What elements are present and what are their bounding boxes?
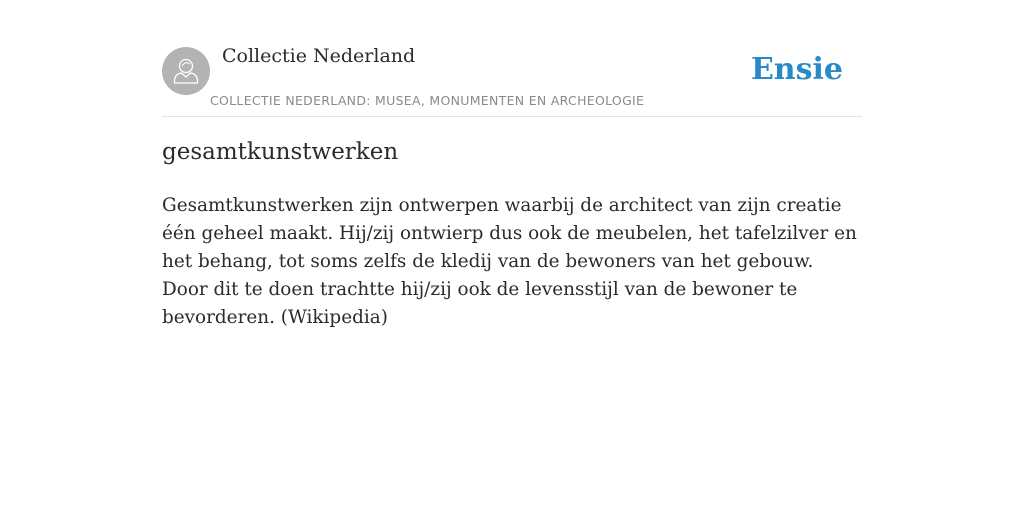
page	[162, 0, 862, 328]
entry-definition: Gesamtkunstwerken zijn ontwerpen waarbij de architect van zijn creatie één geheel maakt. Hij/zij ontwierp dus ook de meubelen, het tafelzilver en het behang, tot soms zelfs de kledij van de bewoners van het gebouw. Door dit te doen trachtte hij/zij ook de levensstijl van de bewoner te bevorderen. (Wikipedia)	[162, 195, 857, 328]
ensie-logo-link[interactable]: Ensie	[750, 52, 843, 87]
author-subtitle: COLLECTIE NEDERLAND: MUSEA, MONUMENTEN EN ARCHEOLOGIE	[210, 93, 645, 108]
avatar[interactable]	[162, 47, 210, 95]
author-name[interactable]: Collectie Nederland	[222, 45, 416, 67]
entry-title: gesamtkunstwerken	[162, 139, 399, 165]
entry-header	[162, 0, 862, 117]
user-silhouette-icon	[162, 47, 210, 95]
